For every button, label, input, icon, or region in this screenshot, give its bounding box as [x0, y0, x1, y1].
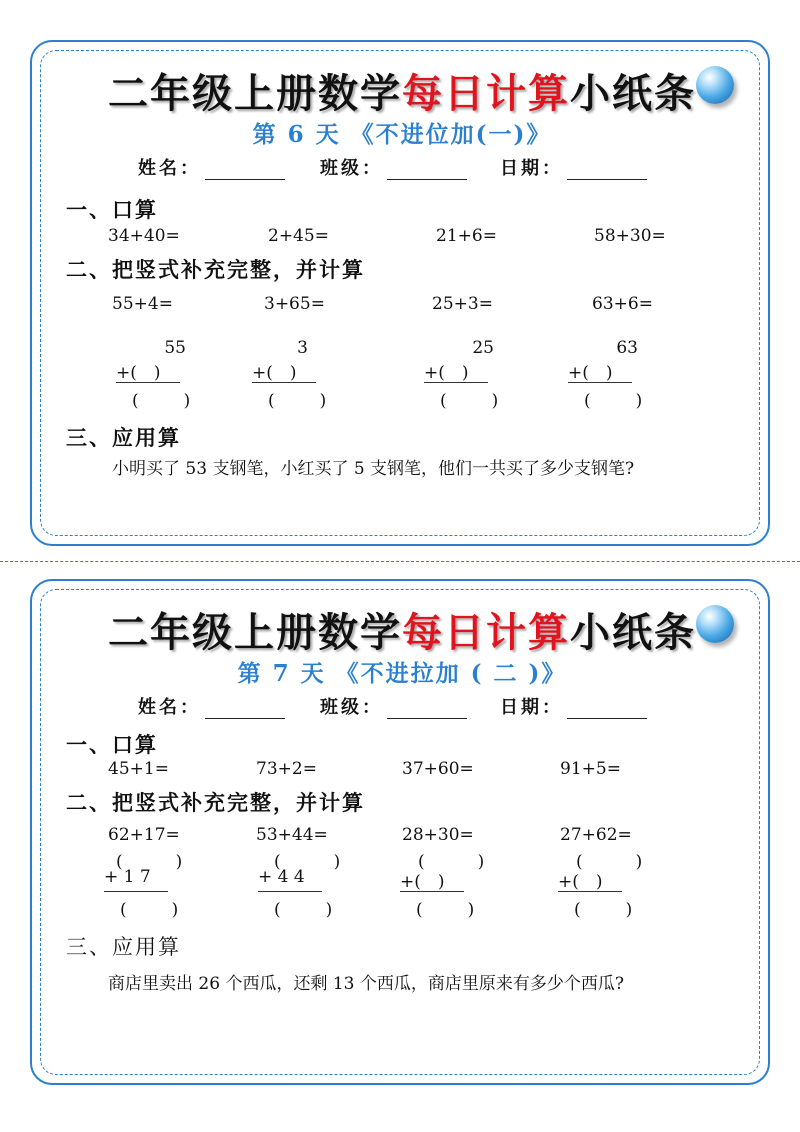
oral-problem: 37+60= — [402, 759, 474, 779]
sum-line — [568, 382, 632, 383]
sum-line — [558, 891, 622, 892]
vertical-problem: 53+44= — [256, 825, 328, 845]
sum-line — [104, 891, 168, 892]
section-oral-heading: 一、口算 — [66, 732, 158, 757]
oral-problem: 91+5= — [560, 759, 621, 779]
name-blank[interactable] — [205, 159, 285, 180]
blue-ball-icon — [696, 66, 734, 104]
section-vertical-heading: 二、把竖式补充完整，并计算 — [66, 790, 365, 815]
sum-line — [252, 382, 316, 383]
date-field: 日期： — [500, 154, 647, 180]
day-subtitle: 第 7 天 《不进拉加 ( 二 )》 — [237, 660, 567, 687]
worksheet-card-day7: 二年级上册数学每日计算小纸条 第 7 天 《不进拉加 ( 二 )》 姓名： 班级： 日期： 一、口算 45+1= 73+2= 37+60= 91+5= 二、把竖式补充完整，并计算 62+17= 53+44= 28+30= 27+62= ( ) + 1 7 ( ) ( ) + 4 4 ( ) ( ) +( ) ( ) ( ) +( ) ( ) 三、应用算 商店里卖出 26 个西瓜，还剩 13 个西瓜，商店里原来有多少个西瓜? — [30, 579, 770, 1085]
vertical-problem: 55+4= — [112, 294, 173, 314]
name-field: 姓名： — [138, 693, 285, 719]
oral-problem: 45+1= — [108, 759, 169, 779]
cut-line — [0, 561, 800, 562]
oral-problem: 34+40= — [108, 226, 180, 246]
vertical-problem: 62+17= — [108, 825, 180, 845]
vertical-problem: 3+65= — [264, 294, 325, 314]
date-field: 日期： — [500, 693, 647, 719]
worksheet-title: 二年级上册数学每日计算小纸条 — [108, 609, 696, 656]
vertical-problem: 63+6= — [592, 294, 653, 314]
word-problem: 小明买了 53 支钢笔，小红买了 5 支钢笔，他们一共买了多少支钢笔? — [112, 459, 635, 479]
sum-line — [400, 891, 464, 892]
name-field: 姓名： — [138, 154, 285, 180]
worksheet-title: 二年级上册数学每日计算小纸条 — [108, 70, 696, 117]
class-field: 班级： — [320, 693, 467, 719]
day-subtitle: 第 6 天 《不进位加(一)》 — [252, 121, 552, 148]
class-blank[interactable] — [387, 159, 467, 180]
class-blank[interactable] — [387, 698, 467, 719]
word-problem: 商店里卖出 26 个西瓜，还剩 13 个西瓜，商店里原来有多少个西瓜? — [108, 974, 624, 994]
worksheet-card-day6: 二年级上册数学每日计算小纸条 第 6 天 《不进位加(一)》 姓名： 班级： 日期： 一、口算 34+40= 2+45= 21+6= 58+30= 二、把竖式补充完整，并计算 55+4= 3+65= 25+3= 63+6= 55 +( ) ( ) 3 +( ) ( ) 25 +( ) ( ) 63 +( ) ( ) 三、应用算 小明买了 53 支钢笔，小红买了 5 支钢笔，他们一共买了多少支钢笔? — [30, 40, 770, 546]
class-field: 班级： — [320, 154, 467, 180]
name-blank[interactable] — [205, 698, 285, 719]
oral-problem: 21+6= — [436, 226, 497, 246]
vertical-problem: 27+62= — [560, 825, 632, 845]
section-vertical-heading: 二、把竖式补充完整，并计算 — [66, 257, 365, 282]
date-blank[interactable] — [567, 698, 647, 719]
sum-line — [258, 891, 322, 892]
oral-problem: 58+30= — [594, 226, 666, 246]
vertical-problem: 25+3= — [432, 294, 493, 314]
date-blank[interactable] — [567, 159, 647, 180]
section-oral-heading: 一、口算 — [66, 197, 158, 222]
section-word-heading: 三、应用算 — [66, 425, 181, 450]
vertical-problem: 28+30= — [402, 825, 474, 845]
sum-line — [116, 382, 180, 383]
sum-line — [424, 382, 488, 383]
oral-problem: 2+45= — [268, 226, 329, 246]
section-word-heading: 三、应用算 — [66, 935, 181, 959]
blue-ball-icon — [696, 605, 734, 643]
oral-problem: 73+2= — [256, 759, 317, 779]
